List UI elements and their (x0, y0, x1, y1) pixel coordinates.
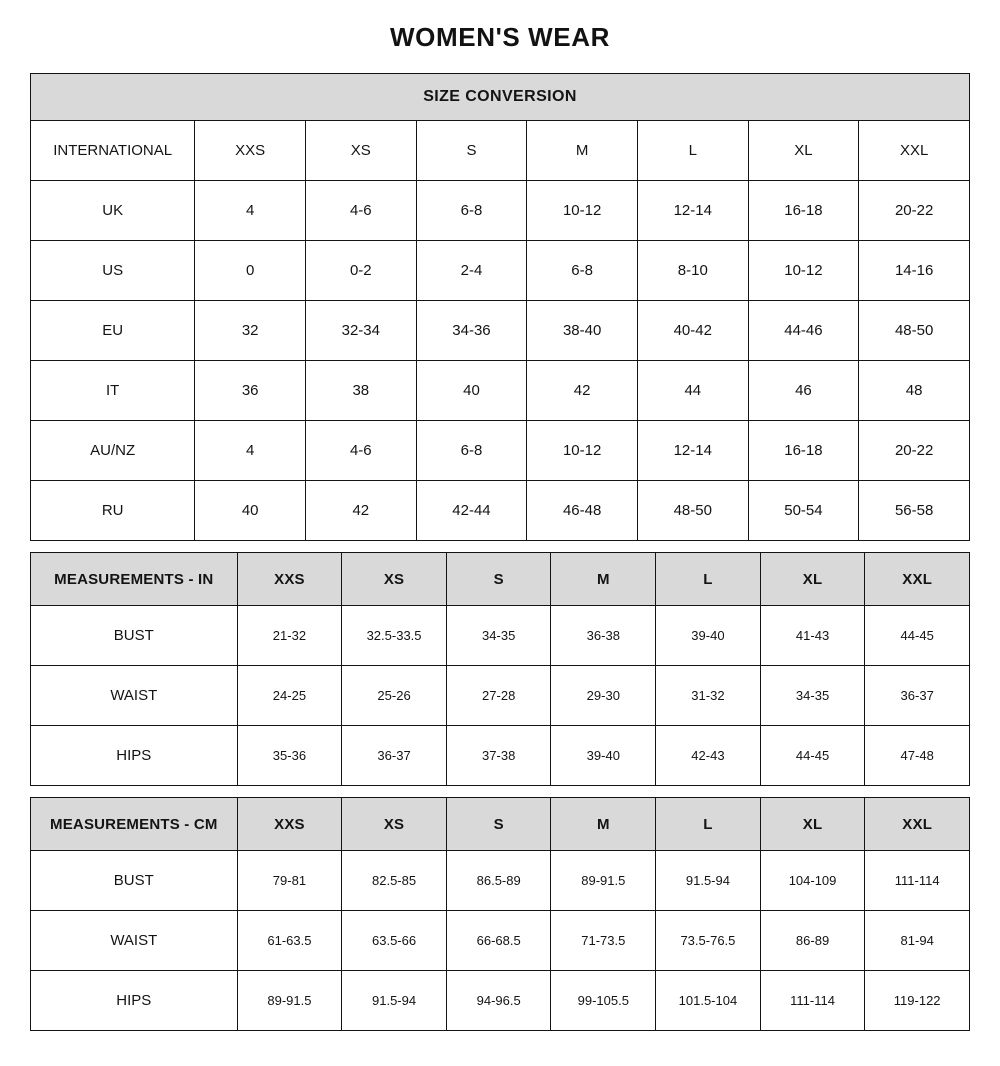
table-title-cell: MEASUREMENTS - IN (31, 553, 238, 606)
value-cell: 8-10 (637, 241, 748, 301)
size-column-header: S (446, 553, 551, 606)
row-label-cell: INTERNATIONAL (31, 121, 195, 181)
value-cell: 73.5-76.5 (656, 911, 761, 971)
table-row (31, 553, 970, 606)
table-row (31, 971, 970, 1031)
page-title: WOMEN'S WEAR (390, 22, 610, 52)
value-cell: 50-54 (748, 481, 859, 541)
value-cell: 44-46 (748, 301, 859, 361)
value-cell: 10-12 (748, 241, 859, 301)
value-cell: 42 (305, 481, 416, 541)
value-cell: 89-91.5 (551, 851, 656, 911)
value-cell: 29-30 (551, 666, 656, 726)
value-cell: 27-28 (446, 666, 551, 726)
value-cell: 25-26 (342, 666, 447, 726)
table-row (31, 798, 970, 851)
row-label-cell: BUST (31, 606, 238, 666)
size-column-header: M (551, 798, 656, 851)
table-row (31, 74, 970, 121)
value-cell: S (416, 121, 527, 181)
value-cell: 81-94 (865, 911, 970, 971)
row-label-cell: HIPS (31, 971, 238, 1031)
table-row (31, 911, 970, 971)
value-cell: M (527, 121, 638, 181)
value-cell: 0-2 (305, 241, 416, 301)
row-label-cell: AU/NZ (31, 421, 195, 481)
value-cell: 63.5-66 (342, 911, 447, 971)
value-cell: L (637, 121, 748, 181)
size-conversion-table (30, 73, 970, 541)
value-cell: 104-109 (760, 851, 865, 911)
value-cell: 36-37 (865, 666, 970, 726)
value-cell: 99-105.5 (551, 971, 656, 1031)
value-cell: 6-8 (416, 181, 527, 241)
value-cell: XXS (195, 121, 306, 181)
value-cell: 21-32 (237, 606, 342, 666)
value-cell: 4 (195, 181, 306, 241)
value-cell: 36 (195, 361, 306, 421)
table-row (31, 181, 970, 241)
value-cell: 36-37 (342, 726, 447, 786)
value-cell: 2-4 (416, 241, 527, 301)
size-column-header: XXS (237, 553, 342, 606)
size-column-header: XS (342, 553, 447, 606)
row-label-cell: EU (31, 301, 195, 361)
value-cell: 0 (195, 241, 306, 301)
value-cell: 44-45 (760, 726, 865, 786)
value-cell: 6-8 (416, 421, 527, 481)
value-cell: 32-34 (305, 301, 416, 361)
value-cell: 66-68.5 (446, 911, 551, 971)
value-cell: 71-73.5 (551, 911, 656, 971)
size-column-header: XXL (865, 798, 970, 851)
value-cell: 61-63.5 (237, 911, 342, 971)
value-cell: 34-36 (416, 301, 527, 361)
table-row (31, 421, 970, 481)
value-cell: 20-22 (859, 421, 970, 481)
size-column-header: XXS (237, 798, 342, 851)
row-label-cell: RU (31, 481, 195, 541)
value-cell: 40 (195, 481, 306, 541)
value-cell: 37-38 (446, 726, 551, 786)
value-cell: 16-18 (748, 421, 859, 481)
row-label-cell: UK (31, 181, 195, 241)
value-cell: 48 (859, 361, 970, 421)
size-column-header: S (446, 798, 551, 851)
value-cell: 10-12 (527, 181, 638, 241)
value-cell: 32 (195, 301, 306, 361)
measurements-cm-table (30, 797, 970, 1031)
value-cell: XS (305, 121, 416, 181)
value-cell: 4-6 (305, 421, 416, 481)
value-cell: 24-25 (237, 666, 342, 726)
value-cell: 36-38 (551, 606, 656, 666)
row-label-cell: HIPS (31, 726, 238, 786)
value-cell: 119-122 (865, 971, 970, 1031)
value-cell: 94-96.5 (446, 971, 551, 1031)
table-row (31, 666, 970, 726)
value-cell: 34-35 (446, 606, 551, 666)
size-column-header: XS (342, 798, 447, 851)
table-row (31, 361, 970, 421)
size-column-header: L (656, 798, 761, 851)
value-cell: 10-12 (527, 421, 638, 481)
table-title-cell: MEASUREMENTS - CM (31, 798, 238, 851)
value-cell: 32.5-33.5 (342, 606, 447, 666)
row-label-cell: US (31, 241, 195, 301)
value-cell: XL (748, 121, 859, 181)
value-cell: 42-43 (656, 726, 761, 786)
value-cell: 14-16 (859, 241, 970, 301)
table-row (31, 726, 970, 786)
row-label-cell: IT (31, 361, 195, 421)
value-cell: 44 (637, 361, 748, 421)
table-row (31, 301, 970, 361)
size-column-header: L (656, 553, 761, 606)
value-cell: 111-114 (865, 851, 970, 911)
value-cell: 111-114 (760, 971, 865, 1031)
value-cell: 39-40 (656, 606, 761, 666)
value-cell: 4-6 (305, 181, 416, 241)
row-label-cell: BUST (31, 851, 238, 911)
value-cell: 16-18 (748, 181, 859, 241)
value-cell: 4 (195, 421, 306, 481)
value-cell: 48-50 (859, 301, 970, 361)
value-cell: 34-35 (760, 666, 865, 726)
value-cell: 47-48 (865, 726, 970, 786)
size-column-header: XXL (865, 553, 970, 606)
value-cell: 38 (305, 361, 416, 421)
table-row (31, 606, 970, 666)
table-row (31, 481, 970, 541)
value-cell: 101.5-104 (656, 971, 761, 1031)
table-row (31, 121, 970, 181)
value-cell: 40 (416, 361, 527, 421)
value-cell: 40-42 (637, 301, 748, 361)
value-cell: 48-50 (637, 481, 748, 541)
value-cell: 44-45 (865, 606, 970, 666)
value-cell: XXL (859, 121, 970, 181)
size-column-header: XL (760, 798, 865, 851)
size-column-header: XL (760, 553, 865, 606)
value-cell: 38-40 (527, 301, 638, 361)
value-cell: 46-48 (527, 481, 638, 541)
table-title-cell: SIZE CONVERSION (31, 74, 970, 121)
value-cell: 91.5-94 (656, 851, 761, 911)
value-cell: 12-14 (637, 181, 748, 241)
value-cell: 41-43 (760, 606, 865, 666)
value-cell: 42 (527, 361, 638, 421)
value-cell: 12-14 (637, 421, 748, 481)
size-column-header: M (551, 553, 656, 606)
value-cell: 20-22 (859, 181, 970, 241)
value-cell: 82.5-85 (342, 851, 447, 911)
value-cell: 89-91.5 (237, 971, 342, 1031)
value-cell: 35-36 (237, 726, 342, 786)
value-cell: 6-8 (527, 241, 638, 301)
value-cell: 79-81 (237, 851, 342, 911)
value-cell: 39-40 (551, 726, 656, 786)
measurements-in-table (30, 552, 970, 786)
value-cell: 42-44 (416, 481, 527, 541)
row-label-cell: WAIST (31, 666, 238, 726)
value-cell: 86.5-89 (446, 851, 551, 911)
value-cell: 91.5-94 (342, 971, 447, 1031)
value-cell: 56-58 (859, 481, 970, 541)
value-cell: 86-89 (760, 911, 865, 971)
table-row (31, 241, 970, 301)
table-row (31, 851, 970, 911)
row-label-cell: WAIST (31, 911, 238, 971)
value-cell: 46 (748, 361, 859, 421)
value-cell: 31-32 (656, 666, 761, 726)
